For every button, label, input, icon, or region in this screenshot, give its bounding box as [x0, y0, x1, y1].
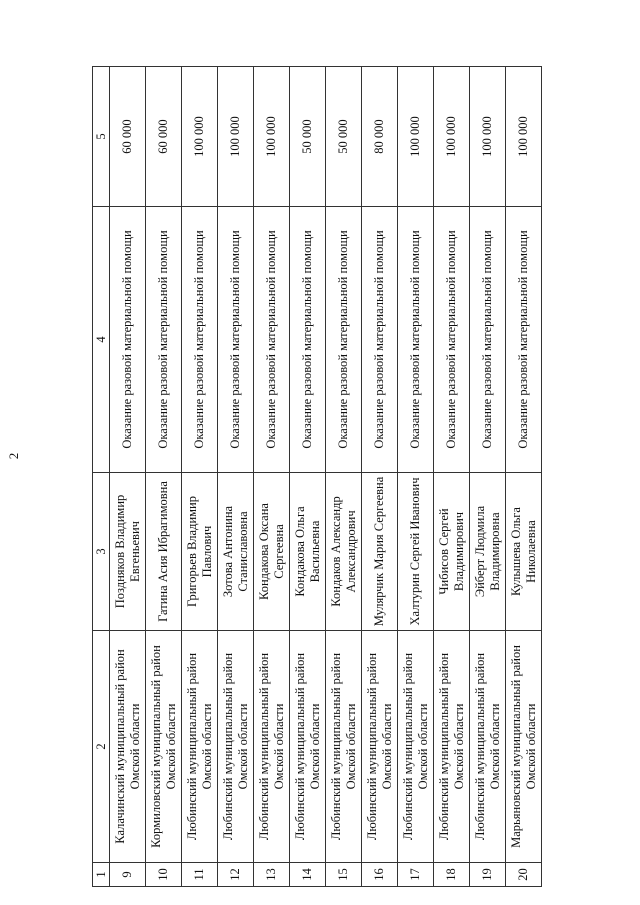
- table-row: [470, 67, 506, 887]
- table-row: [218, 67, 254, 887]
- person-name-cell: Кулышева Ольга Николаевна: [506, 473, 542, 631]
- row-number: 10: [146, 863, 182, 887]
- district-cell: Любинский муниципальный район Омской области: [398, 631, 434, 863]
- table-row: [506, 67, 542, 887]
- district-cell: Кормиловский муниципальный район Омской области: [146, 631, 182, 863]
- table-row: [290, 67, 326, 887]
- person-name-cell: Кондакова Ольга Васильевна: [290, 473, 326, 631]
- rotated-table-frame: [92, 67, 538, 887]
- amount-cell: 100 000: [470, 67, 506, 207]
- person-name-cell: Чибисов Сергей Владимирович: [434, 473, 470, 631]
- district-cell: Любинский муниципальный район Омской области: [326, 631, 362, 863]
- person-name-cell: Кондаков Александр Александрович: [326, 473, 362, 631]
- district-cell: Любинский муниципальный район Омской области: [290, 631, 326, 863]
- row-number: 11: [182, 863, 218, 887]
- amount-cell: 100 000: [182, 67, 218, 207]
- amount-cell: 50 000: [290, 67, 326, 207]
- column-number-1: 1: [93, 863, 110, 887]
- district-cell: Любинский муниципальный район Омской области: [254, 631, 290, 863]
- amount-cell: 80 000: [362, 67, 398, 207]
- purpose-cell: Оказание разовой материальной помощи: [506, 207, 542, 473]
- purpose-cell: Оказание разовой материальной помощи: [470, 207, 506, 473]
- document-table-container: [92, 67, 538, 887]
- amount-cell: 100 000: [254, 67, 290, 207]
- amount-cell: 100 000: [506, 67, 542, 207]
- column-number-row: [93, 67, 110, 887]
- person-name-cell: Зотова Антонина Станиславовна: [218, 473, 254, 631]
- row-number: 17: [398, 863, 434, 887]
- row-number: 9: [110, 863, 146, 887]
- person-name-cell: Мулярчик Мария Сергеевна: [362, 473, 398, 631]
- person-name-cell: Эйберт Людмила Владимировна: [470, 473, 506, 631]
- person-name-cell: Халтурин Сергей Иванович: [398, 473, 434, 631]
- person-name-cell: Кондакова Оксана Сергеевна: [254, 473, 290, 631]
- column-number-5: 5: [93, 67, 110, 207]
- row-number: 19: [470, 863, 506, 887]
- row-number: 20: [506, 863, 542, 887]
- purpose-cell: Оказание разовой материальной помощи: [146, 207, 182, 473]
- amount-cell: 100 000: [434, 67, 470, 207]
- row-number: 16: [362, 863, 398, 887]
- amount-cell: 60 000: [146, 67, 182, 207]
- amount-cell: 60 000: [110, 67, 146, 207]
- purpose-cell: Оказание разовой материальной помощи: [290, 207, 326, 473]
- purpose-cell: Оказание разовой материальной помощи: [326, 207, 362, 473]
- table-row: [146, 67, 182, 887]
- table-row: [362, 67, 398, 887]
- district-cell: Любинский муниципальный район Омской области: [470, 631, 506, 863]
- table-row: [398, 67, 434, 887]
- column-number-4: 4: [93, 207, 110, 473]
- amount-cell: 100 000: [218, 67, 254, 207]
- table-row: [182, 67, 218, 887]
- row-number: 15: [326, 863, 362, 887]
- purpose-cell: Оказание разовой материальной помощи: [218, 207, 254, 473]
- row-number: 13: [254, 863, 290, 887]
- purpose-cell: Оказание разовой материальной помощи: [362, 207, 398, 473]
- person-name-cell: Поздняков Владимир Евгеньевич: [110, 473, 146, 631]
- district-cell: Любинский муниципальный район Омской области: [434, 631, 470, 863]
- person-name-cell: Григорьев Владимир Павлович: [182, 473, 218, 631]
- column-number-3: 3: [93, 473, 110, 631]
- district-cell: Любинский муниципальный район Омской области: [182, 631, 218, 863]
- table-row: [110, 67, 146, 887]
- person-name-cell: Гатина Асия Ибрагимовна: [146, 473, 182, 631]
- page-number: 2: [6, 452, 21, 460]
- row-number: 12: [218, 863, 254, 887]
- aid-table: [92, 66, 542, 887]
- column-number-2: 2: [93, 631, 110, 863]
- purpose-cell: Оказание разовой материальной помощи: [254, 207, 290, 473]
- row-number: 14: [290, 863, 326, 887]
- district-cell: Любинский муниципальный район Омской области: [218, 631, 254, 863]
- table-row: [434, 67, 470, 887]
- purpose-cell: Оказание разовой материальной помощи: [110, 207, 146, 473]
- amount-cell: 100 000: [398, 67, 434, 207]
- amount-cell: 50 000: [326, 67, 362, 207]
- purpose-cell: Оказание разовой материальной помощи: [434, 207, 470, 473]
- table-row: [326, 67, 362, 887]
- table-row: [254, 67, 290, 887]
- purpose-cell: Оказание разовой материальной помощи: [398, 207, 434, 473]
- district-cell: Любинский муниципальный район Омской области: [362, 631, 398, 863]
- purpose-cell: Оказание разовой материальной помощи: [182, 207, 218, 473]
- district-cell: Калачинский муниципальный район Омской области: [110, 631, 146, 863]
- district-cell: Марьяновский муниципальный район Омской области: [506, 631, 542, 863]
- row-number: 18: [434, 863, 470, 887]
